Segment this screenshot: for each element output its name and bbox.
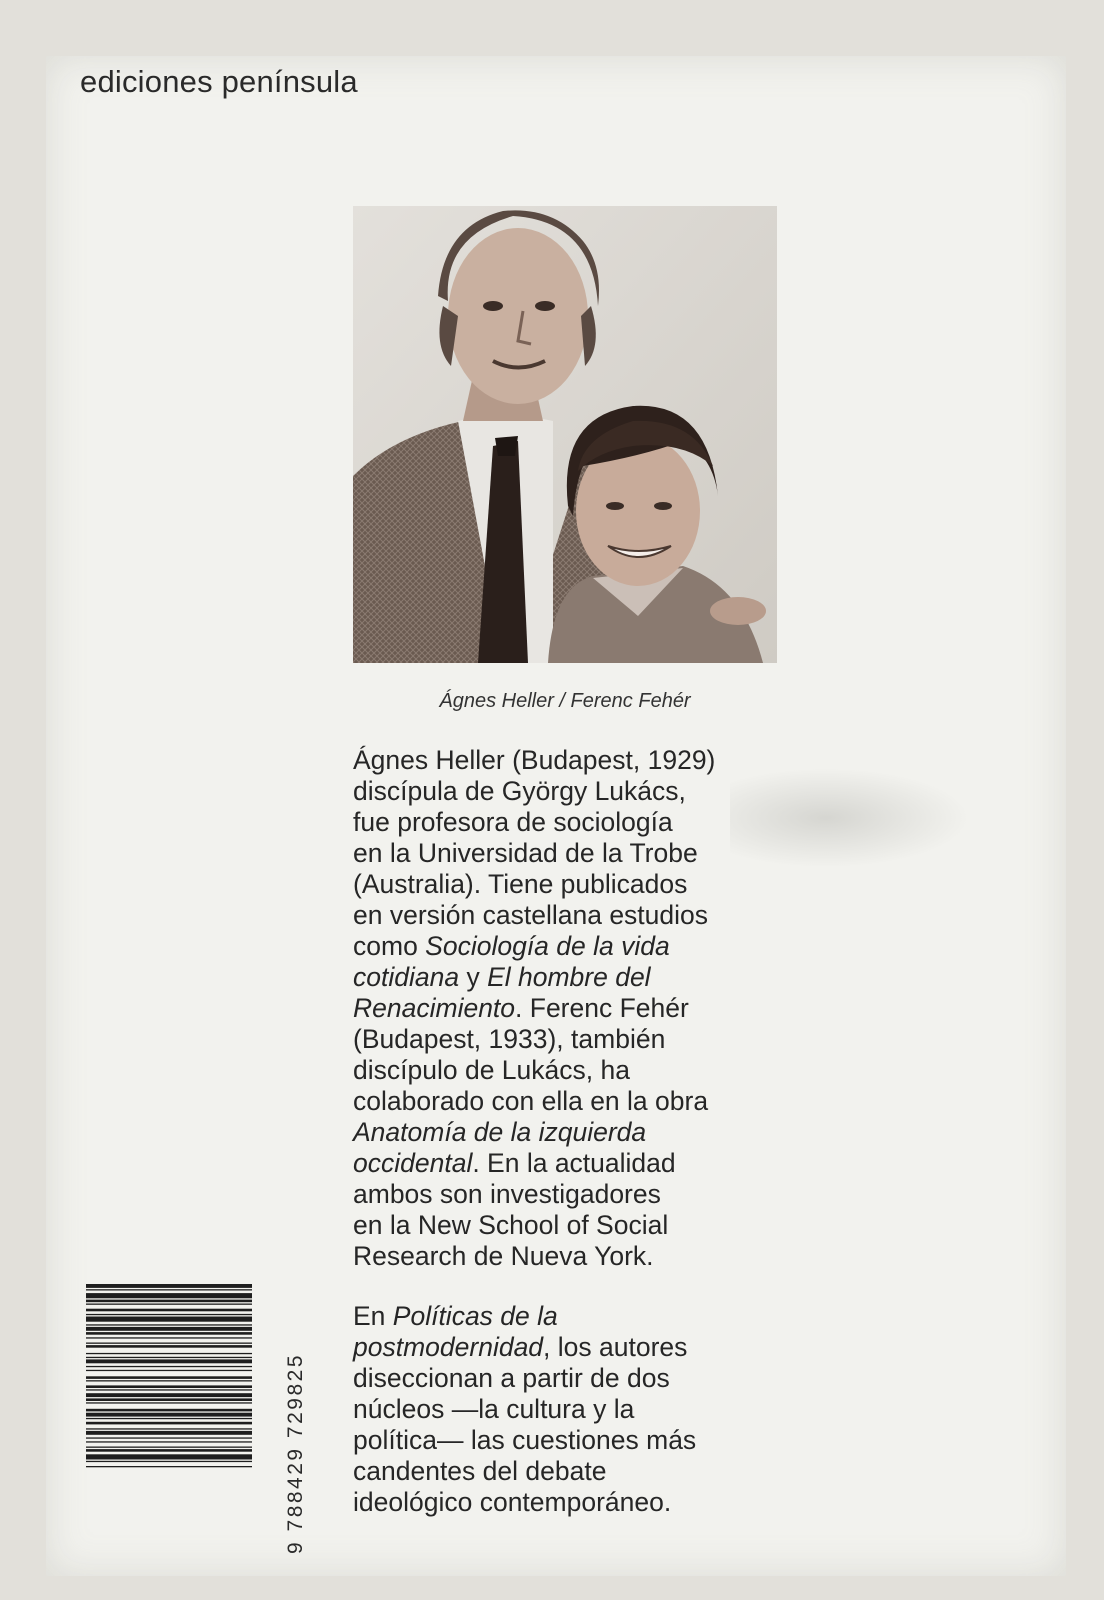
barcode-bar xyxy=(86,1304,252,1305)
text-line xyxy=(353,1363,773,1394)
text-segment: núcleos —la cultura y la xyxy=(353,1394,635,1424)
text-segment: (Budapest, 1933), también xyxy=(353,1024,666,1054)
barcode-bar xyxy=(86,1402,252,1403)
text-line xyxy=(353,807,773,838)
barcode-bar xyxy=(86,1454,252,1459)
barcode-bar xyxy=(86,1293,252,1298)
text-segment: En xyxy=(353,1301,393,1331)
barcode-bar xyxy=(86,1422,252,1425)
barcode-bar xyxy=(86,1343,252,1344)
text-line xyxy=(353,1148,773,1179)
barcode-bar xyxy=(86,1461,252,1462)
text-line xyxy=(353,1301,773,1332)
text-line xyxy=(353,838,773,869)
barcode-bar xyxy=(86,1357,252,1358)
text-line xyxy=(353,1055,773,1086)
barcode-bar xyxy=(86,1385,252,1388)
text-line xyxy=(353,1024,773,1055)
italic-title-text: cotidiana xyxy=(353,962,460,992)
author-photo xyxy=(353,206,777,663)
barcode-bar xyxy=(86,1370,252,1371)
photo-caption: Ágnes Heller / Ferenc Fehér xyxy=(439,690,691,712)
text-segment: en la Universidad de la Trobe xyxy=(353,838,698,868)
text-segment: diseccionan a partir de dos xyxy=(353,1363,670,1393)
italic-title-text: Sociología de la vida xyxy=(425,931,670,961)
barcode-bar xyxy=(86,1466,252,1467)
text-line xyxy=(353,1179,773,1210)
barcode-bar xyxy=(86,1327,252,1331)
barcode-bar xyxy=(86,1366,252,1367)
barcode-bar xyxy=(86,1393,252,1397)
barcode-bar xyxy=(86,1309,252,1312)
text-line xyxy=(353,1425,773,1456)
text-segment: discípulo de Lukács, ha xyxy=(353,1055,630,1085)
text-segment: . En la actualidad xyxy=(472,1148,676,1178)
text-segment: fue profesora de sociología xyxy=(353,807,673,837)
text-segment: política— las cuestiones más xyxy=(353,1425,697,1455)
barcode-bar xyxy=(86,1300,252,1303)
text-line xyxy=(353,962,773,993)
italic-title-text: Renacimiento xyxy=(353,993,516,1023)
barcode-bar xyxy=(86,1449,252,1452)
italic-title-text: occidental xyxy=(353,1148,473,1178)
text-segment: (Australia). Tiene publicados xyxy=(353,869,688,899)
barcode-bar xyxy=(86,1409,252,1412)
text-line xyxy=(353,993,773,1024)
text-line xyxy=(353,1394,773,1425)
book-summary xyxy=(353,1301,773,1518)
barcode-bar xyxy=(86,1337,252,1338)
text-line xyxy=(353,1241,773,1272)
author-bio xyxy=(353,745,773,1272)
barcode-bar xyxy=(86,1376,252,1379)
barcode-bar xyxy=(86,1418,252,1419)
text-segment: candentes del debate xyxy=(353,1456,607,1486)
barcode-bar xyxy=(86,1353,252,1354)
barcode-bar xyxy=(86,1314,252,1315)
barcode-bar xyxy=(86,1389,252,1390)
isbn-barcode xyxy=(86,1282,282,1552)
text-segment: Ágnes Heller (Budapest, 1929) xyxy=(353,745,716,775)
barcode-bar xyxy=(86,1324,252,1325)
text-line xyxy=(353,931,773,962)
barcode-bar xyxy=(86,1284,252,1288)
barcode-bar xyxy=(86,1289,252,1290)
text-segment: . Ferenc Fehér xyxy=(515,993,689,1023)
italic-title-text: postmodernidad xyxy=(353,1332,544,1362)
barcode-bar xyxy=(86,1317,252,1322)
text-segment: Research de Nueva York. xyxy=(353,1241,654,1271)
text-line xyxy=(353,1117,773,1148)
text-segment: ambos son investigadores xyxy=(353,1179,661,1209)
barcode-bar xyxy=(86,1398,252,1401)
barcode-bar xyxy=(86,1380,252,1381)
text-segment: y xyxy=(459,962,488,992)
text-line xyxy=(353,1086,773,1117)
barcode-bar xyxy=(86,1441,252,1442)
publisher-name: ediciones península xyxy=(80,64,358,99)
italic-title-text: Anatomía de la izquierda xyxy=(353,1117,647,1147)
text-segment: ideológico contemporáneo. xyxy=(353,1487,672,1517)
text-line xyxy=(353,1210,773,1241)
text-line xyxy=(353,776,773,807)
isbn-digits xyxy=(258,1290,307,1560)
barcode-bar xyxy=(86,1345,252,1348)
author-photo-image xyxy=(353,206,777,663)
italic-title-text: Políticas de la xyxy=(392,1301,558,1331)
text-line xyxy=(353,1487,773,1518)
text-line xyxy=(353,1332,773,1363)
barcode-bar xyxy=(86,1431,252,1435)
barcode-bar xyxy=(86,1437,252,1438)
text-segment: discípula de György Lukács, xyxy=(353,776,686,806)
italic-title-text: El hombre del xyxy=(487,962,651,992)
isbn-number: 9 788429 729825 xyxy=(284,1353,307,1554)
text-segment: como xyxy=(353,931,426,961)
barcode-bar xyxy=(86,1413,252,1417)
barcode-bar xyxy=(86,1428,252,1429)
text-line xyxy=(353,900,773,931)
text-segment: en la New School of Social xyxy=(353,1210,669,1240)
text-segment: en versión castellana estudios xyxy=(353,900,709,930)
text-line xyxy=(353,745,773,776)
text-line xyxy=(353,869,773,900)
text-line xyxy=(353,1456,773,1487)
barcode-bar xyxy=(86,1332,252,1335)
text-segment: , los autores xyxy=(543,1332,688,1362)
barcode-bar xyxy=(86,1447,252,1448)
barcode-bar xyxy=(86,1359,252,1363)
text-segment: colaborado con ella en la obra xyxy=(353,1086,709,1116)
